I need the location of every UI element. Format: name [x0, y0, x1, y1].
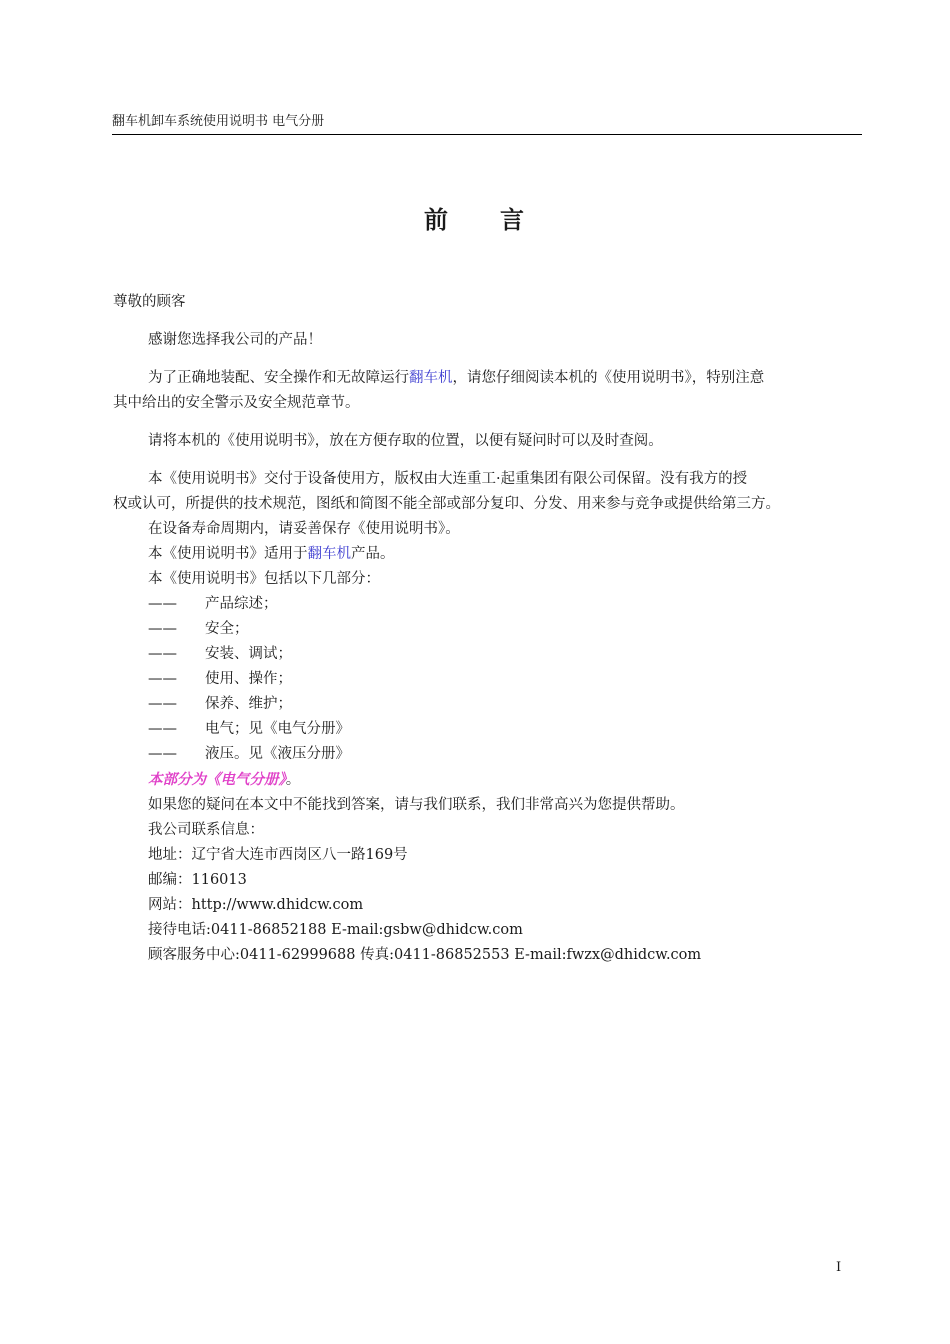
- contact-address: 地址：辽宁省大连市西岗区八一路169号: [148, 847, 408, 863]
- paragraph-line: 权或认可，所提供的技术规范，图纸和简图不能全部或部分复印、分发、用来参与竞争或提供给第三方。: [113, 496, 780, 512]
- list-item-text: 使用、操作；: [205, 671, 292, 687]
- list-item: [113, 617, 855, 642]
- running-header: 翻车机卸车系统使用说明书 电气分册: [112, 112, 862, 135]
- greeting: 尊敬的顾客: [113, 294, 186, 310]
- list-item: [113, 717, 855, 742]
- thanks-line: 感谢您选择我公司的产品！: [148, 332, 322, 348]
- contact-service: 顾客服务中心:0411-62999688 传真:0411-86852553 E-mail:fwzx@dhidcw.com: [148, 947, 702, 963]
- section-note: [113, 767, 855, 793]
- contact-intro: 我公司联系信息：: [148, 822, 264, 838]
- contact-reception: 接待电话:0411-86852188 E-mail:gsbw@dhidcw.com: [148, 922, 523, 938]
- paragraph-reading-advice: [113, 366, 855, 416]
- dash: ——: [148, 646, 177, 662]
- list-item: [113, 592, 855, 617]
- help-text: 如果您的疑问在本文中不能找到答案，请与我们联系，我们非常高兴为您提供帮助。: [148, 797, 685, 813]
- list-item: [113, 692, 855, 717]
- preface-body: [113, 290, 855, 968]
- list-item-text: 安装、调试；: [205, 646, 292, 662]
- product-link[interactable]: 翻车机: [409, 370, 453, 386]
- paragraph-keep: 在设备寿命周期内，请妥善保存《使用说明书》。: [148, 521, 460, 537]
- paragraph-storage: 请将本机的《使用说明书》，放在方便存取的位置，以便有疑问时可以及时查阅。: [148, 433, 663, 449]
- contact-website: 网站：http://www.dhidcw.com: [148, 897, 364, 913]
- paragraph-applicable: [113, 542, 855, 567]
- paragraph-copyright: [113, 467, 855, 517]
- dash: ——: [148, 621, 177, 637]
- list-item: [113, 642, 855, 667]
- paragraph-line: [113, 366, 855, 391]
- title-left-char: 前: [424, 205, 450, 234]
- text-span: 本《使用说明书》适用于: [148, 546, 308, 562]
- page-number: I: [836, 1260, 842, 1275]
- page-title: [0, 203, 950, 237]
- text-span: ，请您仔细阅读本机的《使用说明书》，特别注意: [452, 370, 765, 386]
- note-highlight: 本部分为《电气分册》: [148, 771, 286, 788]
- list-item-text: 电气；见《电气分册》: [205, 721, 350, 737]
- list-item: [113, 742, 855, 767]
- list-item-text: 产品综述；: [205, 596, 278, 612]
- paragraph-line: 其中给出的安全警示及安全规范章节。: [113, 395, 360, 411]
- paragraph-contents-intro: 本《使用说明书》包括以下几部分：: [148, 571, 380, 587]
- list-item-text: 液压。见《液压分册》: [205, 746, 350, 762]
- text-span: 为了正确地装配、安全操作和无故障运行: [148, 370, 409, 386]
- text-span: 产品。: [351, 546, 395, 562]
- note-tail: 。: [285, 772, 301, 788]
- list-item-text: 保养、维护；: [205, 696, 292, 712]
- dash: ——: [148, 746, 177, 762]
- contents-list: [113, 592, 855, 767]
- list-item-text: 安全；: [205, 621, 249, 637]
- dash: ——: [148, 696, 177, 712]
- list-item: [113, 667, 855, 692]
- dash: ——: [148, 596, 177, 612]
- dash: ——: [148, 721, 177, 737]
- title-right-char: 言: [500, 205, 526, 234]
- contact-postcode: 邮编：116013: [148, 872, 247, 888]
- dash: ——: [148, 671, 177, 687]
- product-link[interactable]: 翻车机: [307, 546, 351, 562]
- paragraph-line: 本《使用说明书》交付于设备使用方，版权由大连重工·起重集团有限公司保留。没有我方的授: [148, 471, 748, 487]
